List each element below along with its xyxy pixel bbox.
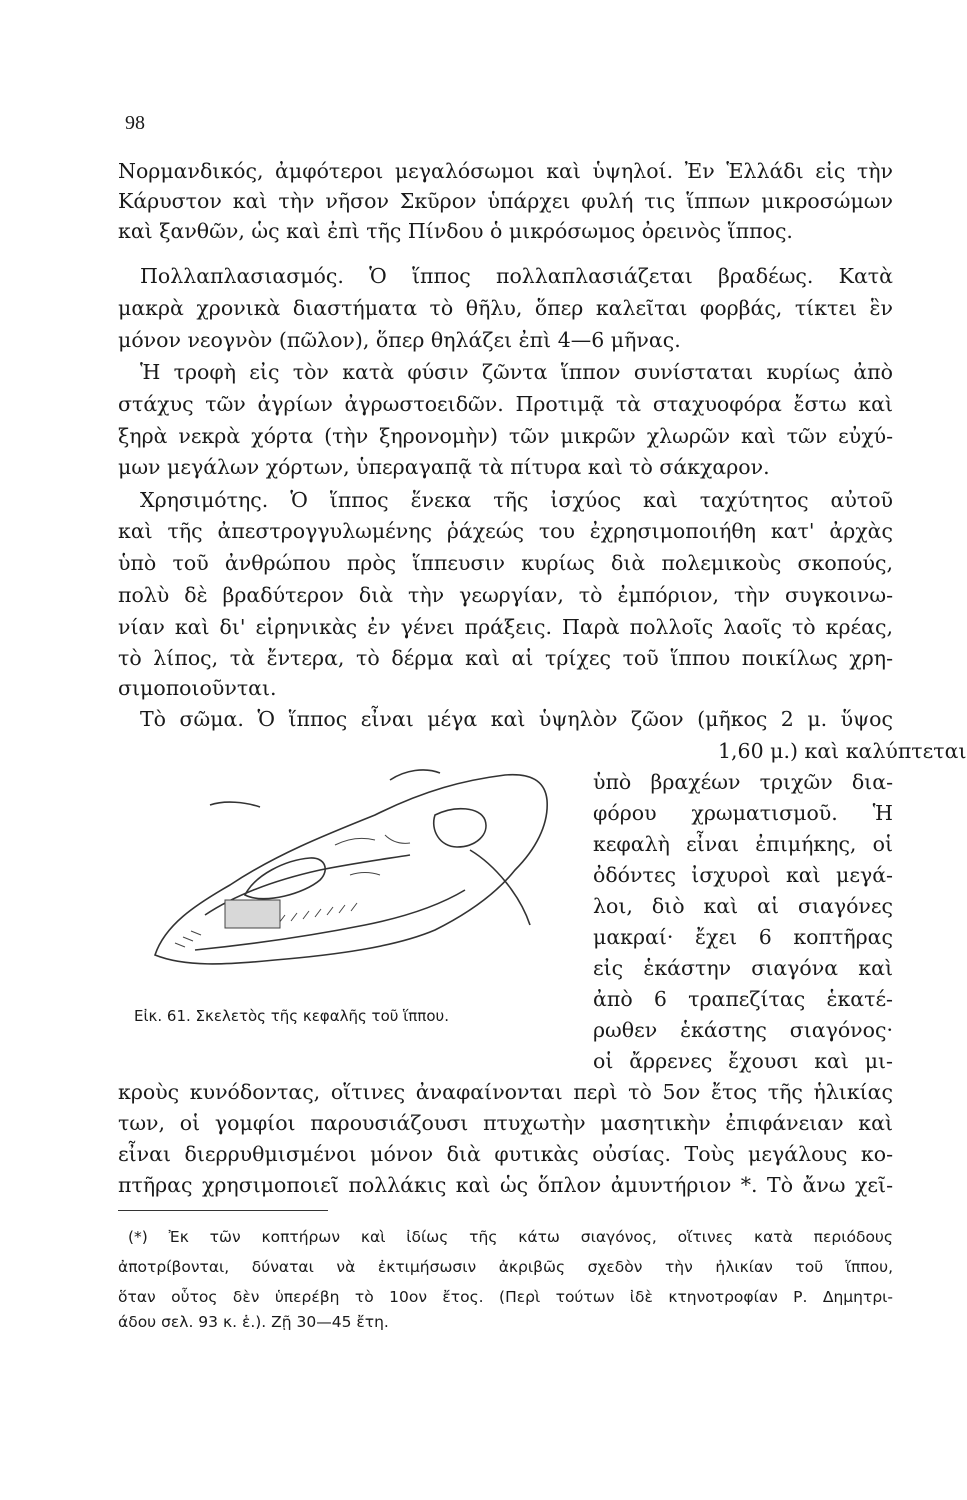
text-line: καὶ ξανθῶν, ὡς καὶ ἐπὶ τῆς Πίνδου ὁ μικρόσωμος ὀρεινὸς ἵππος. xyxy=(118,219,793,243)
text-line: κροὺς κυνόδοντας, οἵτινες ἀναφαίνονται περὶ τὸ 5ον ἔτος τῆς ἡλικίας xyxy=(118,1080,893,1104)
figure-caption: Εἰκ. 61. Σκελετὸς τῆς κεφαλῆς τοῦ ἵππου. xyxy=(134,1007,449,1025)
section-heading-line: Χρησιμότης. Ὁ ἵππος ἕνεκα τῆς ἰσχύος καὶ ταχύτητος αὐτοῦ xyxy=(140,488,893,512)
text-line: τὸ λίπος, τὰ ἔντερα, τὸ δέρμα καὶ αἱ τρίχες τοῦ ἵππου ποικίλως χρη- xyxy=(118,646,893,670)
text-line: πτῆρας χρησιμοποιεῖ πολλάκις καὶ ὡς ὅπλον ἀμυντήριον *. Τὸ ἄνω χεῖ- xyxy=(118,1173,893,1197)
section-heading-line: Πολλαπλασιασμός. Ὁ ἵππος πολλαπλασιάζεται βραδέως. Κατὰ xyxy=(140,264,893,288)
footnote-line: ὅταν οὗτος δὲν ὑπερέβη τὸ 10ον ἔτος. (Περὶ τούτων ἰδὲ κτηνοτροφίαν Ρ. Δημητρι- xyxy=(118,1288,893,1306)
text-line: πολὺ δὲ βραδύτερον διὰ τὴν γεωργίαν, τὸ ἐμπόριον, τὴν συγκοινω- xyxy=(118,583,893,607)
text-line: Νορμανδικός, ἀμφότεροι μεγαλόσωμοι καὶ ὑψηλοί. Ἐν Ἑλλάδι εἰς τὴν xyxy=(118,159,893,183)
text-line: μόνον νεογνὸν (πῶλον), ὅπερ θηλάζει ἐπὶ 4—6 μῆνας. xyxy=(118,328,681,352)
text-line: μακρὰ χρονικὰ διαστήματα τὸ θῆλυ, ὅπερ καλεῖται φορβάς, τίκτει ἓν xyxy=(118,296,893,320)
text-line: μων μεγάλων χόρτων, ὑπεραγαπᾷ τὰ πίτυρα καὶ τὸ σάκχαρον. xyxy=(118,455,770,479)
footnote-line: άδου σελ. 93 κ. ἑ.). Ζῇ 30—45 ἔτη. xyxy=(118,1313,389,1331)
right-column-line: εἰς ἑκάστην σιαγόνα καὶ xyxy=(593,956,893,980)
footnote-divider xyxy=(118,1210,328,1211)
right-column-line: ὀδόντες ἰσχυροὶ καὶ μεγά- xyxy=(593,863,893,887)
section-heading-line: Τὸ σῶμα. Ὁ ἵππος εἶναι μέγα καὶ ὑψηλὸν ζῶον (μῆκος 2 μ. ὕψος xyxy=(140,707,893,731)
text-line: ὑπὸ τοῦ ἀνθρώπου πρὸς ἵππευσιν κυρίως διὰ πολεμικοὺς σκοπούς, xyxy=(118,551,893,575)
right-column-line: οἱ ἄρρενες ἔχουσι καὶ μι- xyxy=(593,1049,893,1073)
right-column-line: μακραί· ἔχει 6 κοπτῆρας xyxy=(593,925,893,949)
horse-skull-illustration xyxy=(135,755,565,985)
right-column-line: ἀπὸ 6 τραπεζίτας ἑκατέ- xyxy=(593,987,893,1011)
text-line: Ἡ τροφὴ εἰς τὸν κατὰ φύσιν ζῶντα ἵππον συνίσταται κυρίως ἀπὸ xyxy=(140,360,893,384)
text-line: στάχυς τῶν ἀγρίων ἀγρωστοειδῶν. Προτιμᾷ τὰ σταχυοφόρα ἔστω καὶ xyxy=(118,392,893,416)
right-column-line: φόρου χρωματισμοῦ. Ἡ xyxy=(593,801,893,825)
right-column-line: κεφαλὴ εἶναι ἐπιμήκης, οἱ xyxy=(593,832,893,856)
text-line: σιμοποιοῦνται. xyxy=(118,676,277,700)
text-line: ξηρὰ νεκρὰ χόρτα (τὴν ξηρονομὴν) τῶν μικρῶν χλωρῶν καὶ τῶν εὐχύ- xyxy=(118,424,893,448)
text-line: εἶναι διερρυθμισμένοι μόνον διὰ φυτικὰς οὐσίας. Τοὺς μεγάλους κο- xyxy=(118,1142,893,1166)
text-line: των, οἱ γομφίοι παρουσιάζουσι πτυχωτὴν μασητικὴν ἐπιφάνειαν καὶ xyxy=(118,1111,893,1135)
right-column-line: 1,60 μ.) καὶ καλύπτεται xyxy=(718,739,967,763)
page-number: 98 xyxy=(125,112,145,134)
text-line: νίαν καὶ δι' εἰρηνικὰς ἐν γένει πράξεις. Παρὰ πολλοῖς λαοῖς τὸ κρέας, xyxy=(118,615,893,639)
footnote-line: ἀποτρίβονται, δύναται νὰ ἐκτιμήσωσιν ἀκριβῶς σχεδὸν τὴν ἡλικίαν τοῦ ἵππου, xyxy=(118,1258,893,1276)
right-column-line: ρωθεν ἑκάστης σιαγόνος· xyxy=(593,1018,893,1042)
footnote-line: (*) Ἐκ τῶν κοπτήρων καὶ ἰδίως τῆς κάτω σιαγόνος, οἵτινες κατὰ περιόδους xyxy=(128,1228,893,1246)
right-column-line: ὑπὸ βραχέων τριχῶν δια- xyxy=(593,770,893,794)
text-line: καὶ τῆς ἀπεστρογγυλωμένης ῥάχεώς του ἐχρησιμοποιήθη κατ' ἀρχὰς xyxy=(118,519,893,543)
text-line: Κάρυστον καὶ τὴν νῆσον Σκῦρον ὑπάρχει φυλή τις ἵππων μικροσώμων xyxy=(118,189,893,213)
right-column-line: λοι, διὸ καὶ αἱ σιαγόνες xyxy=(593,894,893,918)
